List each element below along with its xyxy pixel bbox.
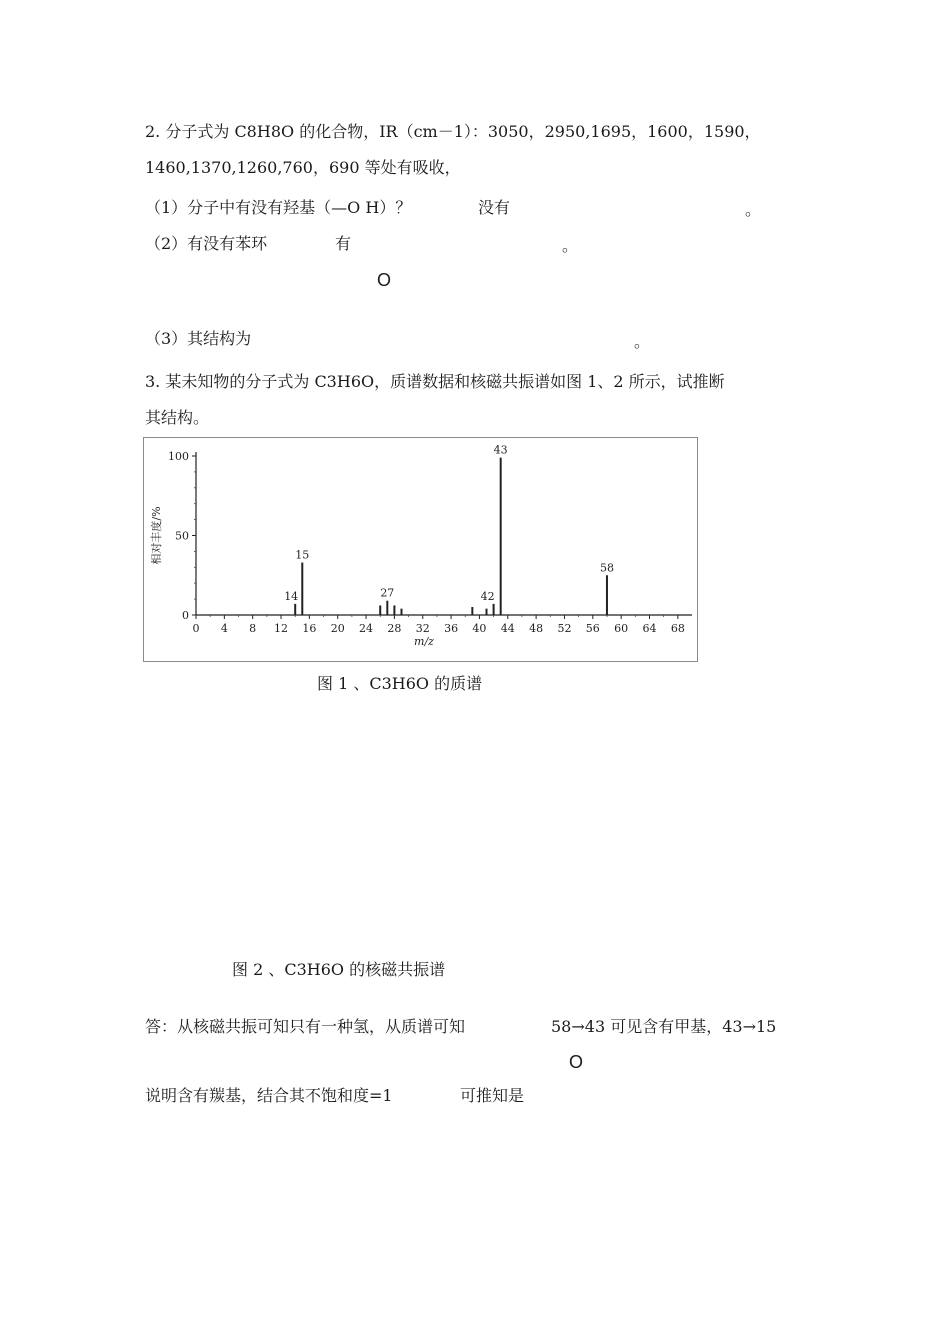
x-tick-label: 44 [500,622,515,635]
q2-line2: 1460,1370,1260,760，690 等处有吸收， [145,158,461,177]
q2-sub2-question: （2）有没有苯环 [145,234,268,253]
x-tick-label: 68 [670,622,685,635]
peak-label-15: 15 [295,548,310,562]
x-tick-label: 20 [330,622,345,635]
q2-sub2-answer: 有 [335,234,352,253]
mass-spectrum-chart [144,438,697,661]
x-tick-label: 28 [387,622,402,635]
x-axis-title: m/z [414,635,434,648]
peak-label-14: 14 [284,589,299,603]
x-tick-label: 60 [614,622,629,635]
x-tick-label: 64 [642,622,657,635]
answer-line2-end: 可推知是 [460,1086,525,1105]
q2-sub1-answer: 没有 [478,198,511,217]
q3-line2: 其结构。 [145,408,210,427]
answer-line1-start: 答：从核磁共振可知只有一种氢，从质谱可知 [145,1017,466,1036]
x-tick-label: 48 [529,622,544,635]
answer-line2-start: 说明含有羰基，结合其不饱和度=1 [145,1086,393,1105]
peak-label-27: 27 [380,586,395,600]
x-tick-label: 8 [249,622,257,635]
y-axis-title: 相对丰度/% [150,506,163,565]
y-tick-label: 0 [182,609,189,622]
q2-sub2-period: 。 [562,236,579,255]
x-tick-label: 16 [302,622,317,635]
q2-sub1-question: （1）分子中有没有羟基（—O H）？ [145,198,412,217]
q2-sub3-question: （3）其结构为 [145,329,252,348]
x-tick-label: 40 [472,622,487,635]
structure-oxygen-symbol: O [377,270,392,290]
answer-line1-end: 58→43 可见含有甲基，43→15 [551,1017,777,1036]
peak-label-58: 58 [599,561,614,575]
mass-spectrum-figure [143,437,698,662]
q2-sub1-period: 。 [745,200,762,219]
x-tick-label: 24 [359,622,374,635]
x-tick-label: 36 [444,622,459,635]
q2-line1: 2. 分子式为 C8H8O 的化合物，IR（cm－1）：3050，2950,1695，1600，1590， [145,122,761,141]
q2-sub3-period: 。 [634,332,651,351]
y-tick-label: 50 [175,529,189,543]
answer-oxygen-symbol: O [569,1052,584,1072]
x-tick-label: 12 [274,622,289,635]
x-tick-label: 52 [557,622,572,635]
q3-line1: 3. 某未知物的分子式为 C3H6O，质谱数据和核磁共振谱如图 1、2 所示，试推断 [145,372,725,391]
x-tick-label: 56 [585,622,600,635]
figure2-caption: 图 2 、C3H6O 的核磁共振谱 [232,960,446,979]
x-tick-label: 4 [220,622,228,635]
y-tick-label: 100 [168,450,189,463]
peak-label-43: 43 [493,443,508,457]
figure1-caption: 图 1 、C3H6O 的质谱 [317,674,483,693]
peak-label-42: 42 [480,589,495,603]
x-tick-label: 0 [192,622,200,635]
x-tick-label: 32 [415,622,430,635]
